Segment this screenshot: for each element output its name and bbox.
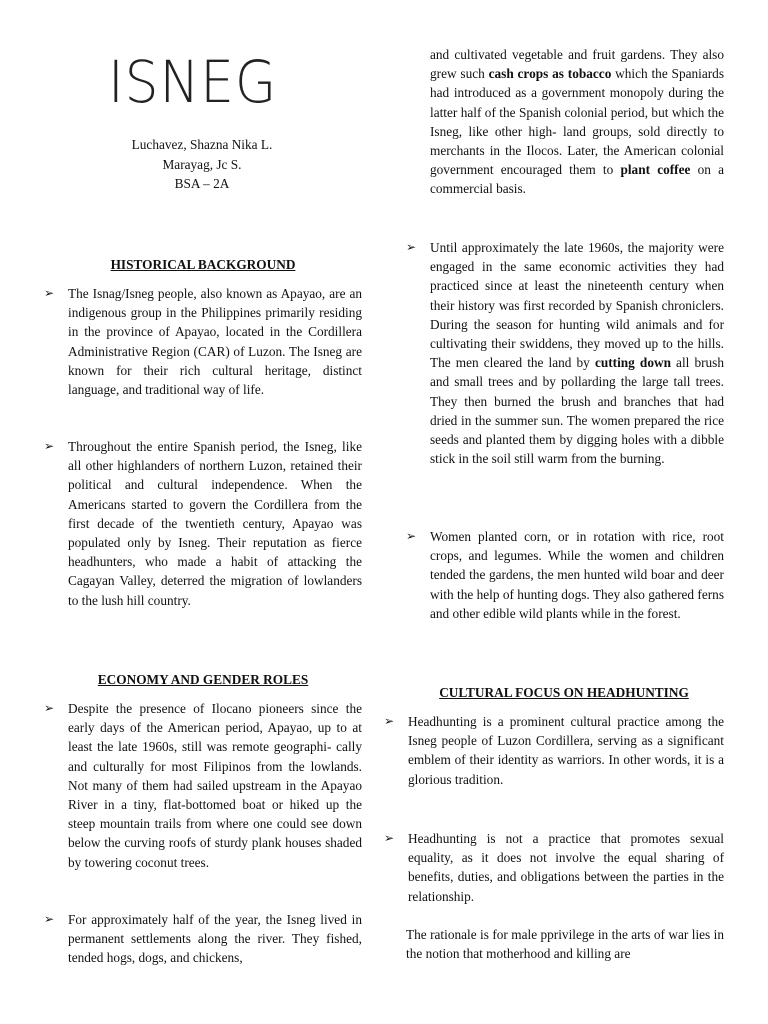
bullet-paragraph (406, 238, 724, 468)
bullet-paragraph (44, 437, 362, 610)
arrow-bullet-icon: ➢ (384, 714, 395, 728)
arrow-bullet-icon: ➢ (44, 912, 55, 926)
heading-cultural-focus-headhunting: CULTURAL FOCUS ON HEADHUNTING (439, 685, 689, 700)
paragraph-text (430, 238, 724, 468)
author-name: Marayag, Jc S. (162, 156, 242, 172)
emphasis-text: plant coffee (620, 162, 691, 178)
arrow-bullet-icon: ➢ (406, 529, 417, 543)
paragraph-text: Women planted corn, or in rotation with rice, root crops, and legumes. While the women and children tended the gardens, the men hunted wild boar and deer with the help of hunting dogs. They also gathered ferns and other edible wild plants while in the forest. (430, 529, 724, 621)
paragraph-text: all brush and small trees and by pollarding the large tall trees. They then burned the brush and branches that had dried in the summer sun. The women prepared the rice seeds and planted them by digging holes with a dibble stick in the soil still warm from the burning. (430, 355, 724, 467)
bullet-paragraph (406, 527, 724, 623)
arrow-bullet-icon: ➢ (44, 701, 55, 715)
paragraph-text: The Isnag/Isneg people, also known as Apayao, are an indigenous group in the Philippines primarily residing in the province of Apayao, located in the Cordillera Administrative Region (CAR) of Luzon. The Isneg are known for their rich cultural heritage, distinct language, and traditional way of life. (68, 286, 362, 398)
heading-historical-background: HISTORICAL BACKGROUND (110, 257, 296, 272)
paragraph-continuation (430, 45, 724, 199)
paragraph-text: Throughout the entire Spanish period, the Isneg, like all other highlanders of northern Luzon, retained their political and cultural independence. When the Americans started to govern the Cordillera from the first decade of the twentieth century, Apayao was populated only by Isneg. Their reputation as fierce headhunters, who made a habit of attacking the Cagayan Valley, deterred the migration of lowlanders to the lush hill country. (68, 439, 362, 608)
paragraph-text: Despite the presence of Ilocano pioneers since the early days of the American period, Apayao, up to at least the late 1960s, still was remote geographi- cally and culturally for most Filipinos from the lowlands. Not many of them had sailed upstream in the Apayao River in a tiny, flat-bottomed boat or hiked up the steep mountain trails from where one could see down below the curving roofs of sturdy plank houses shaded by towering coconut trees. (68, 701, 362, 870)
paragraph-text: For approximately half of the year, the Isneg lived in permanent settlements along the river. They fished, tended hogs, dogs, and chickens, (68, 912, 362, 966)
paragraph-text: which the Spaniards had introduced as a government monopoly during the latter half of the Spanish colonial period, but which the Isneg, like other high- land groups, sold directly to merchants in the Ilocos. Later, the American colonial government encouraged them to (430, 66, 724, 178)
author-name: Luchavez, Shazna Nika L. (131, 137, 273, 152)
paragraph-text: Until approximately the late 1960s, the majority were engaged in the same economic activities they had practiced since at least the nineteenth century when their history was first recorded by Spanish chroniclers. During the season for hunting wild animals and for cultivating their swiddens, they moved up to the hills. The men cleared the land by (430, 240, 724, 371)
bullet-paragraph (44, 910, 362, 968)
paragraph-text: Headhunting is a prominent cultural practice among the Isneg people of Luzon Cordillera, serving as a significant emblem of their identity as warriors. In other words, it is a glorious tradition. (408, 714, 724, 787)
paragraph-text: on a commercial basis. (430, 162, 724, 197)
emphasis-text: cash crops as tobacco (488, 66, 612, 82)
arrow-bullet-icon: ➢ (406, 240, 417, 254)
paragraph-text: Headhunting is not a practice that promotes sexual equality, as it does not involve the equal sharing of benefits, duties, and obligations between the parties in the relationship. (408, 831, 724, 904)
bullet-paragraph (44, 284, 362, 399)
author-block (62, 135, 342, 194)
bullet-paragraph (384, 829, 724, 906)
author-section: BSA – 2A (174, 176, 230, 191)
paragraph-text: The rationale is for male pprivilege in the arts of war lies in the notion that motherhood and killing are (406, 927, 724, 962)
document-title: ISNEG (108, 48, 278, 116)
emphasis-text: cutting down (594, 355, 671, 371)
paragraph-text: and cultivated vegetable and fruit gardens. They also grew such (430, 47, 724, 82)
heading-economy-gender-roles: ECONOMY AND GENDER ROLES (97, 672, 309, 687)
arrow-bullet-icon: ➢ (384, 831, 395, 845)
bullet-paragraph (44, 699, 362, 872)
bullet-paragraph (384, 712, 724, 789)
arrow-bullet-icon: ➢ (44, 286, 55, 300)
arrow-bullet-icon: ➢ (44, 439, 55, 453)
